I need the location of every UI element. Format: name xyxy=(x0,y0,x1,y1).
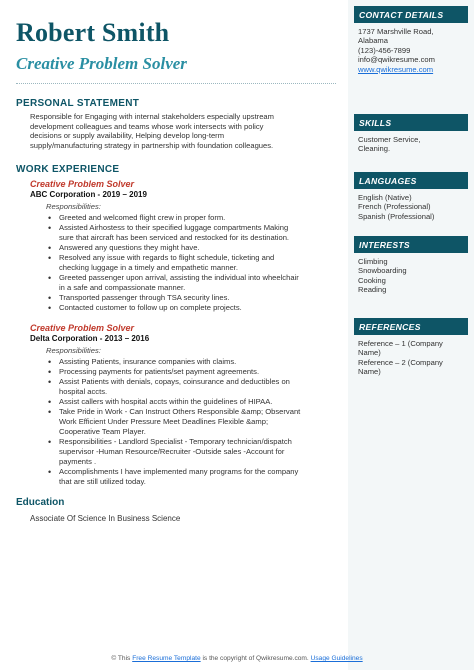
responsibility-line: • Assist callers with hospital accts within the guidelines of HIPAA. xyxy=(59,397,273,407)
responsibility-item xyxy=(48,253,338,273)
responsibility-line: supervisor -Human Resource/Recruiter -Outside sales -Account for xyxy=(59,447,285,457)
skills-list xyxy=(354,131,468,154)
sidebar xyxy=(348,0,474,670)
interest-item: Reading xyxy=(358,285,387,295)
languages-heading: LANGUAGES xyxy=(354,172,468,189)
education-heading: Education xyxy=(16,497,65,509)
contact-address-line: 1737 Marshville Road, xyxy=(358,27,434,36)
responsibility-item xyxy=(48,467,338,487)
free-resume-template-link[interactable]: Free Resume Template xyxy=(132,655,201,662)
interests-heading: INTERESTS xyxy=(354,236,468,253)
responsibility-item xyxy=(48,273,338,293)
job-title: Creative Problem Solver xyxy=(30,323,135,334)
responsibilities-list xyxy=(48,213,338,313)
candidate-role: Creative Problem Solver xyxy=(16,54,187,73)
job-company-dates: ABC Corporation - 2019 – 2019 xyxy=(30,190,147,200)
responsibility-line: • Accomplishments I have implemented many programs for the company xyxy=(59,467,299,477)
responsibility-item xyxy=(48,377,338,397)
reference-line: Name) xyxy=(358,367,381,377)
responsibility-line: • Responsibilities - Landlord Specialist - Temporary technician/dispatch xyxy=(59,437,292,447)
responsibility-line: that are still utilized today. xyxy=(59,477,146,487)
responsibility-item xyxy=(48,213,338,223)
work-experience-heading: WORK EXPERIENCE xyxy=(16,164,120,176)
languages-section xyxy=(354,172,468,221)
statement-line: Responsible for Engaging with internal stakeholders especially upstream xyxy=(30,112,274,121)
responsibilities-list xyxy=(48,357,338,487)
language-item: Spanish (Professional) xyxy=(358,211,435,221)
interests-section xyxy=(354,236,468,295)
footer xyxy=(0,655,474,662)
job-company-dates: Delta Corporation - 2013 – 2016 xyxy=(30,334,150,344)
contact-heading: CONTACT DETAILS xyxy=(354,6,468,23)
responsibility-item xyxy=(48,293,338,303)
interest-item: Climbing xyxy=(358,257,388,266)
contact-website-link[interactable]: www.qwikresume.com xyxy=(358,64,434,74)
contact-state: Alabama xyxy=(358,36,388,46)
responsibility-line: • Resolved any issue with regards to flight schedule, ticketing and xyxy=(59,253,275,263)
interest-item: Snowboarding xyxy=(358,266,407,276)
responsibility-item xyxy=(48,407,338,437)
responsibility-item xyxy=(48,223,338,243)
responsibilities-label: Responsibilities: xyxy=(46,346,101,356)
language-item: English (Native) xyxy=(358,193,412,202)
responsibility-line: • Processing payments for patients/set payment agreements. xyxy=(59,367,260,377)
responsibility-item xyxy=(48,303,338,313)
references-list xyxy=(354,335,468,377)
responsibility-line: Cooperative Team Player. xyxy=(59,427,146,437)
languages-list xyxy=(354,189,468,221)
interest-item: Cooking xyxy=(358,275,386,285)
references-section xyxy=(354,318,468,377)
skills-section xyxy=(354,114,468,154)
statement-line: supply/manufacturing strategy in partnership with foundation colleagues. xyxy=(30,140,274,150)
job-title: Creative Problem Solver xyxy=(30,179,135,190)
responsibility-item xyxy=(48,437,338,467)
reference-line: Name) xyxy=(358,348,381,358)
personal-statement-text xyxy=(16,112,338,150)
personal-statement-heading: PERSONAL STATEMENT xyxy=(16,98,140,109)
education-entry: Associate Of Science In Business Science xyxy=(30,514,181,524)
contact-email[interactable]: info@qwikresume.com xyxy=(358,55,435,65)
responsibility-line: sure that aircraft has been serviced and restocked for its destination. xyxy=(59,233,290,243)
jobs-list xyxy=(16,179,338,487)
responsibility-item xyxy=(48,367,338,377)
responsibility-line: • Greeted passenger upon arrival, assisting the individual into wheelchair xyxy=(59,273,299,283)
responsibility-line: • Contacted customer to follow up on complete projects. xyxy=(59,303,242,313)
responsibility-line: • Greeted and welcomed flight crew in proper form. xyxy=(59,213,226,223)
usage-guidelines-link[interactable]: Usage Guidelines xyxy=(310,655,363,662)
responsibility-line: • Assist Patients with denials, copays, coinsurance and deductibles on xyxy=(59,377,290,387)
statement-line: development colleagues and teams whose work intersects with policy xyxy=(30,121,264,131)
skill-item: Cleaning. xyxy=(358,144,391,154)
candidate-name: Robert Smith xyxy=(16,18,170,47)
responsibilities-label: Responsibilities: xyxy=(46,202,101,212)
responsibility-item xyxy=(48,397,338,407)
responsibility-line: • Assisted Airhostess to their specified luggage compartments Making xyxy=(59,223,289,233)
responsibility-line: • Answered any questions they might have. xyxy=(59,243,200,253)
responsibility-item xyxy=(48,357,338,367)
header-divider xyxy=(16,83,336,84)
interests-list xyxy=(354,253,468,295)
language-item: French (Professional) xyxy=(358,202,431,212)
responsibility-line: Work Efficient Under Pressure Meet Deadlines Flexible &amp; xyxy=(59,417,269,427)
footer-copyright-text: is the copyright of Qwikresume.com. xyxy=(202,655,309,662)
contact-details xyxy=(354,23,468,74)
references-heading: REFERENCES xyxy=(354,318,468,335)
responsibility-line: checking luggage in a timely and empathetic manner. xyxy=(59,263,238,273)
responsibility-line: • Transported passenger through TSA security lines. xyxy=(59,293,230,303)
responsibility-line: hospital accts. xyxy=(59,387,108,397)
responsibility-item xyxy=(48,243,338,253)
main-column xyxy=(16,98,338,523)
responsibility-line: • Take Pride in Work - Can Instruct Others Responsible &amp; Observant xyxy=(59,407,301,417)
responsibility-line: • Assisting Patients, insurance companies with claims. xyxy=(59,357,237,367)
contact-section xyxy=(354,6,468,74)
responsibility-line: payments . xyxy=(59,457,97,467)
responsibility-line: in a safe and compassionate manner. xyxy=(59,283,186,293)
reference-line: Reference – 2 (Company xyxy=(358,357,443,367)
skills-heading: SKILLS xyxy=(354,114,468,131)
skill-item: Customer Service, xyxy=(358,135,421,144)
statement-line: decisions or supply availability, Helping develop long-term xyxy=(30,131,225,141)
contact-phone: (123)-456-7899 xyxy=(358,45,411,55)
reference-line: Reference – 1 (Company xyxy=(358,339,443,348)
footer-prefix: © This xyxy=(111,655,131,662)
job-spacer xyxy=(16,313,338,319)
